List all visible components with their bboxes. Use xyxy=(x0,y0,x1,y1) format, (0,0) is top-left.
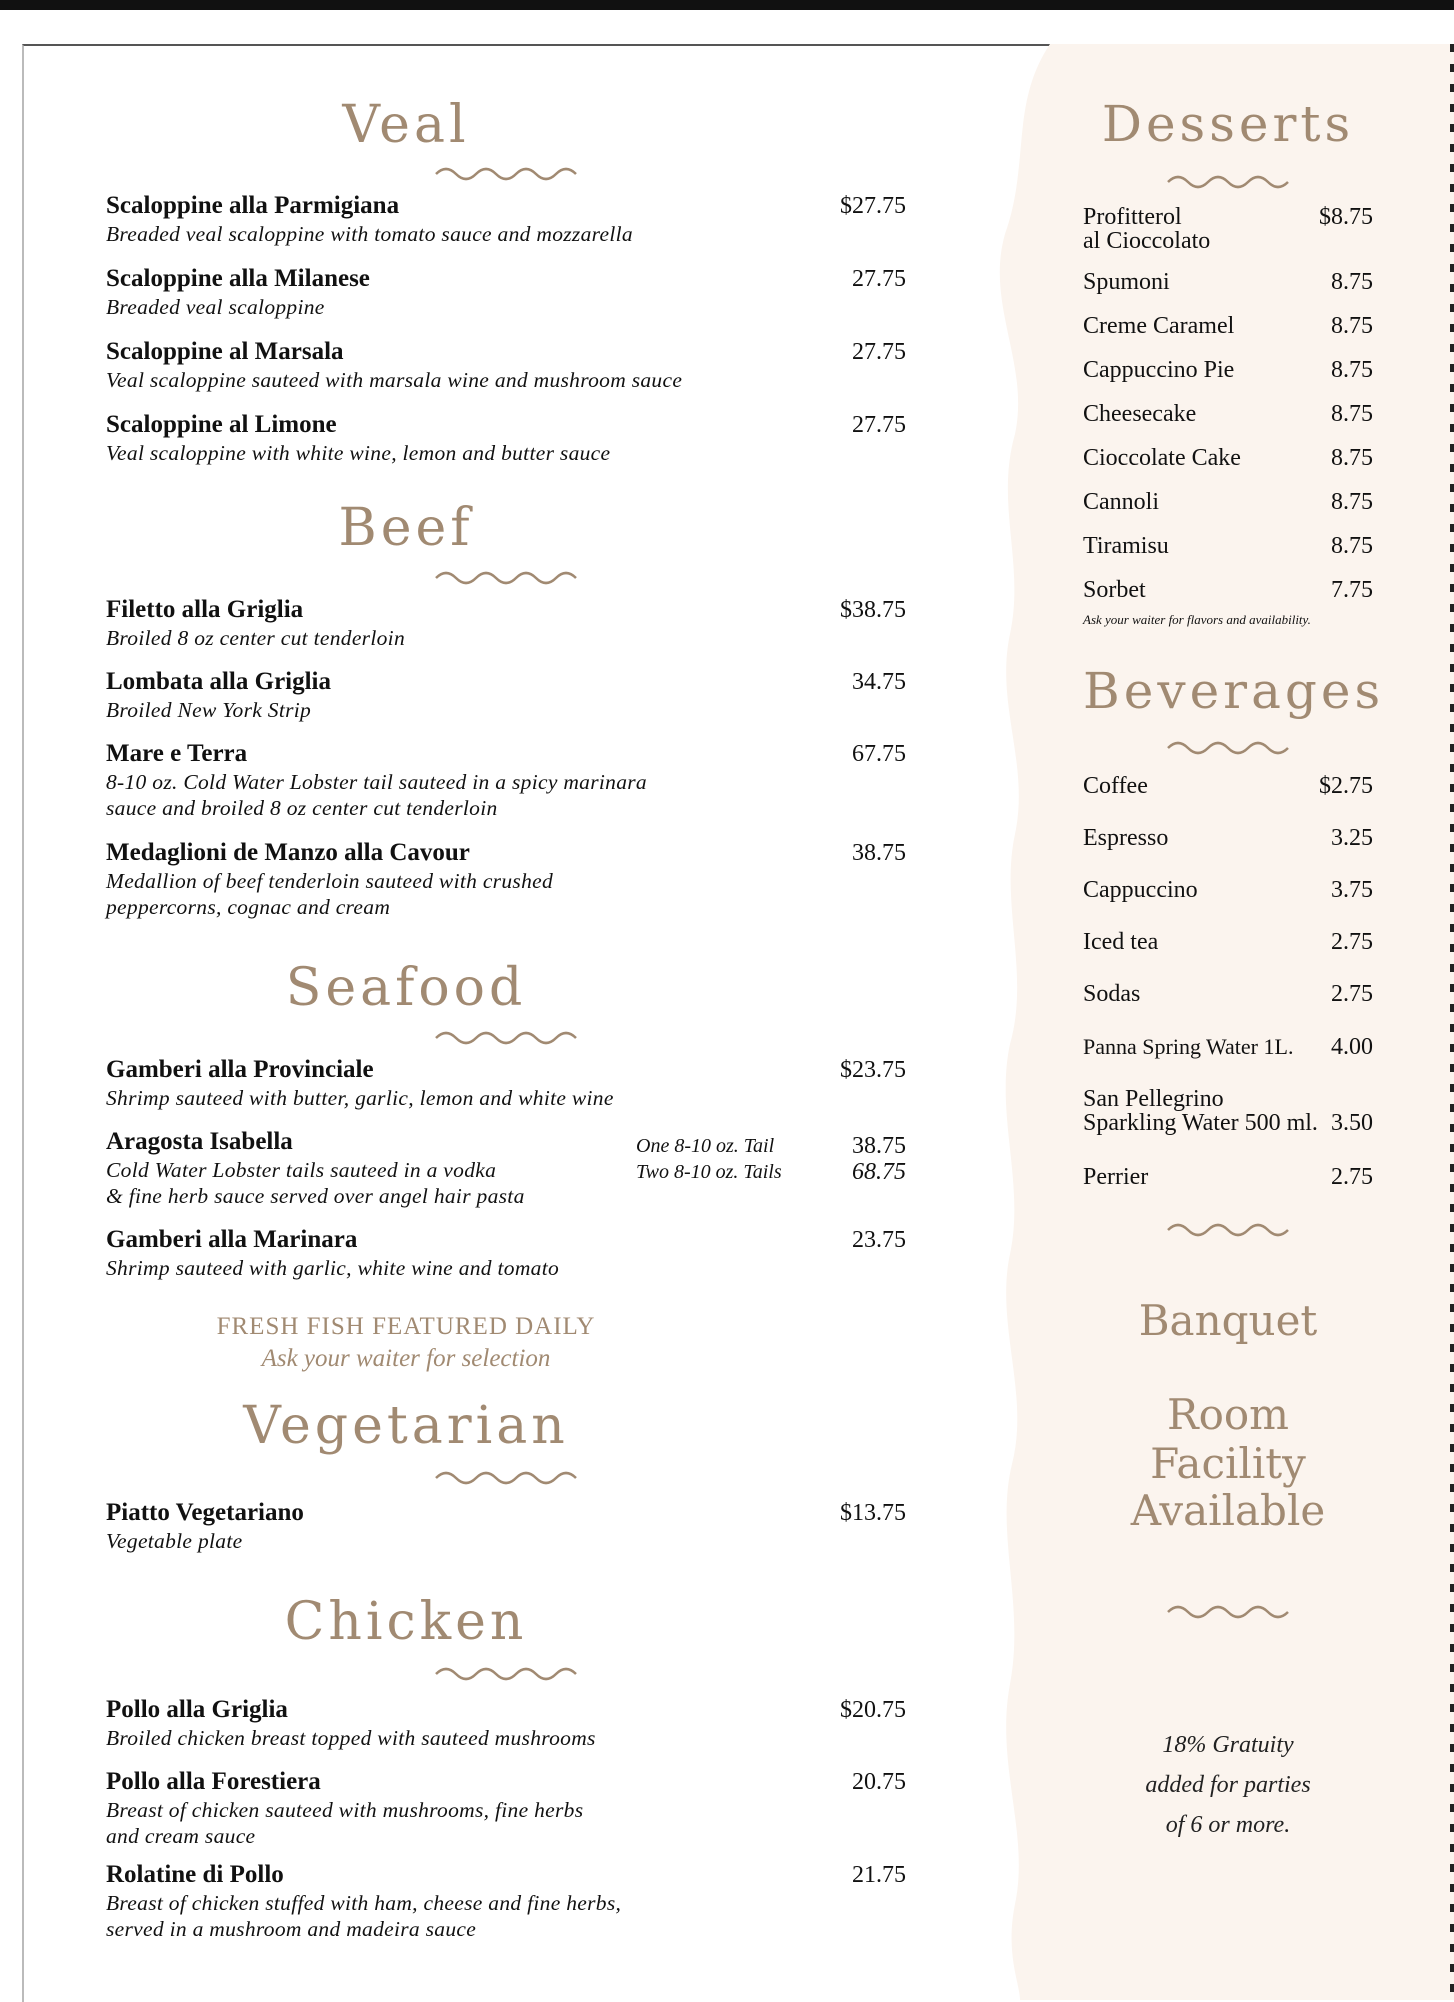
beverage-price: 3.25 xyxy=(1331,825,1373,851)
dessert-price: $8.75 xyxy=(1319,204,1373,230)
menu-item xyxy=(106,1695,906,1751)
item-name: Piatto Vegetariano xyxy=(106,1499,304,1526)
item-description-line2: sauce and broiled 8 oz center cut tenderloin xyxy=(106,796,498,820)
option-label: One 8-10 oz. Tail xyxy=(636,1135,775,1157)
desserts-divider xyxy=(1083,170,1373,192)
menu-item xyxy=(106,838,906,920)
chicken-divider xyxy=(106,1662,706,1684)
dessert-name: Cappuccino Pie xyxy=(1083,357,1235,383)
dessert-price: 8.75 xyxy=(1331,533,1373,559)
dessert-item xyxy=(1083,578,1373,602)
menu-item xyxy=(106,739,906,821)
beverage-price: 2.75 xyxy=(1331,981,1373,1007)
option-price: 38.75 xyxy=(852,1133,906,1159)
beverages-title: Beverages xyxy=(1083,662,1385,720)
item-description: Shrimp sauteed with butter, garlic, lemon and white wine xyxy=(106,1086,614,1110)
option-label: Two 8-10 oz. Tails xyxy=(636,1161,782,1183)
fresh-fish-line1: FRESH FISH FEATURED DAILY xyxy=(216,1313,596,1340)
beverage-price: 3.50 xyxy=(1331,1110,1373,1136)
item-description: Broiled chicken breast topped with sauteed mushrooms xyxy=(106,1726,596,1750)
dessert-price: 8.75 xyxy=(1331,489,1373,515)
item-description: Cold Water Lobster tails sauteed in a vodka xyxy=(106,1158,497,1182)
dessert-name: Cannoli xyxy=(1083,489,1159,515)
dessert-item xyxy=(1083,534,1373,558)
item-description-line2: and cream sauce xyxy=(106,1824,256,1848)
gratuity-note xyxy=(1083,1725,1373,1845)
item-description: Breaded veal scaloppine with tomato sauce and mozzarella xyxy=(106,222,633,246)
item-name: Scaloppine al Limone xyxy=(106,411,337,438)
dessert-price: 7.75 xyxy=(1331,577,1373,603)
item-price: 34.75 xyxy=(852,669,906,695)
item-description: Veal scaloppine sauteed with marsala wine and mushroom sauce xyxy=(106,368,683,392)
scan-right-edge xyxy=(1450,44,1454,2000)
menu-item xyxy=(106,667,906,723)
item-price: $13.75 xyxy=(840,1500,906,1526)
dessert-name: Spumoni xyxy=(1083,269,1170,295)
dessert-item xyxy=(1083,490,1373,514)
item-description: Medallion of beef tenderloin sauteed with crushed xyxy=(106,869,554,893)
item-price: 27.75 xyxy=(852,266,906,292)
item-description: Breast of chicken sauteed with mushrooms, fine herbs xyxy=(106,1798,584,1822)
beverage-name-line2: Sparkling Water 500 ml. xyxy=(1083,1110,1318,1136)
item-name: Mare e Terra xyxy=(106,740,248,767)
item-name: Gamberi alla Marinara xyxy=(106,1226,358,1253)
banquet-line2: Room Facility xyxy=(1150,1390,1306,1488)
item-description-line2: served in a mushroom and madeira sauce xyxy=(106,1917,477,1941)
seafood-divider xyxy=(106,1026,706,1048)
beverage-item xyxy=(1083,1035,1373,1059)
dessert-price: 8.75 xyxy=(1331,269,1373,295)
dessert-price: 8.75 xyxy=(1331,445,1373,471)
gratuity-line1: 18% Gratuity xyxy=(1162,1732,1294,1758)
item-name: Medaglioni de Manzo alla Cavour xyxy=(106,839,470,866)
beverages-end-divider xyxy=(1083,1218,1373,1240)
item-description: Broiled New York Strip xyxy=(106,698,312,722)
beverage-name: Perrier xyxy=(1083,1164,1149,1190)
sidebar-column xyxy=(1083,0,1385,2000)
beverage-item xyxy=(1083,1087,1373,1135)
main-menu-column xyxy=(106,0,906,2000)
beverage-name: Espresso xyxy=(1083,825,1169,851)
menu-item xyxy=(106,1225,906,1281)
menu-item xyxy=(106,1498,906,1554)
beverage-name: Iced tea xyxy=(1083,929,1159,955)
seafood-title: Seafood xyxy=(285,958,527,1018)
dessert-name: Profitterol xyxy=(1083,204,1182,230)
item-price: 27.75 xyxy=(852,339,906,365)
dessert-price: 8.75 xyxy=(1331,401,1373,427)
dessert-item xyxy=(1083,205,1373,253)
item-price: $27.75 xyxy=(840,193,906,219)
beverage-name: Panna Spring Water 1L. xyxy=(1083,1034,1294,1059)
item-name: Lombata alla Griglia xyxy=(106,668,331,695)
item-description: Breaded veal scaloppine xyxy=(106,295,325,319)
beef-title: Beef xyxy=(338,498,474,558)
item-price: 23.75 xyxy=(852,1227,906,1253)
beverage-price: 3.75 xyxy=(1331,877,1373,903)
item-name: Aragosta Isabella xyxy=(106,1128,293,1155)
beverage-name: Sodas xyxy=(1083,981,1141,1007)
item-price: 67.75 xyxy=(852,741,906,767)
item-name: Scaloppine al Marsala xyxy=(106,338,344,365)
item-description: Breast of chicken stuffed with ham, cheese and fine herbs, xyxy=(106,1891,622,1915)
item-price: 20.75 xyxy=(852,1769,906,1795)
item-price: $38.75 xyxy=(840,597,906,623)
dessert-name-line2: al Cioccolato xyxy=(1083,228,1211,254)
dessert-item xyxy=(1083,314,1373,338)
beverage-price: 4.00 xyxy=(1331,1034,1373,1060)
veal-title: Veal xyxy=(342,95,470,155)
item-description-line2: peppercorns, cognac and cream xyxy=(106,895,391,919)
item-price: 38.75 xyxy=(852,840,906,866)
dessert-item xyxy=(1083,402,1373,426)
beverage-name: San Pellegrino xyxy=(1083,1086,1224,1112)
item-price: 27.75 xyxy=(852,412,906,438)
menu-item xyxy=(106,1860,906,1942)
menu-item xyxy=(106,1767,906,1849)
banquet-line1: Banquet xyxy=(1138,1296,1318,1345)
fresh-fish-line2: Ask your waiter for selection xyxy=(261,1345,551,1372)
vegetarian-title: Vegetarian xyxy=(243,1396,569,1456)
item-name: Filetto alla Griglia xyxy=(106,596,304,623)
menu-item xyxy=(106,264,906,320)
option-price: 68.75 xyxy=(852,1159,906,1185)
dessert-item xyxy=(1083,358,1373,382)
dessert-name: Cheesecake xyxy=(1083,401,1197,427)
beverage-item xyxy=(1083,826,1373,850)
banquet-divider xyxy=(1083,1600,1373,1622)
dessert-item xyxy=(1083,446,1373,470)
dessert-note: Ask your waiter for flavors and availability. xyxy=(1083,612,1311,627)
beverage-item xyxy=(1083,1165,1373,1189)
item-name: Scaloppine alla Parmigiana xyxy=(106,192,400,219)
item-description: 8-10 oz. Cold Water Lobster tail sauteed in a spicy marinara xyxy=(106,770,647,794)
item-description: Veal scaloppine with white wine, lemon and butter sauce xyxy=(106,441,611,465)
menu-item xyxy=(106,191,906,247)
item-name: Scaloppine alla Milanese xyxy=(106,265,370,292)
banquet-line3: Available xyxy=(1130,1486,1326,1535)
beef-divider xyxy=(106,566,706,588)
beverage-item xyxy=(1083,878,1373,902)
item-description-line2: & fine herb sauce served over angel hair pasta xyxy=(106,1184,525,1208)
beverage-item xyxy=(1083,982,1373,1006)
menu-item xyxy=(106,1055,906,1111)
item-price: 21.75 xyxy=(852,1862,906,1888)
gratuity-line2: added for parties xyxy=(1145,1772,1311,1798)
desserts-title: Desserts xyxy=(1101,95,1355,153)
dessert-price: 8.75 xyxy=(1331,357,1373,383)
dessert-price: 8.75 xyxy=(1331,313,1373,339)
gratuity-line3: of 6 or more. xyxy=(1165,1812,1291,1838)
dessert-name: Creme Caramel xyxy=(1083,313,1235,339)
beverage-price: 2.75 xyxy=(1331,1164,1373,1190)
dessert-name: Cioccolate Cake xyxy=(1083,445,1241,471)
beverage-name: Cappuccino xyxy=(1083,877,1198,903)
beverages-divider xyxy=(1083,736,1373,758)
dessert-item xyxy=(1083,270,1373,294)
beverage-item xyxy=(1083,774,1373,798)
item-price: $23.75 xyxy=(840,1057,906,1083)
item-name: Pollo alla Forestiera xyxy=(106,1768,321,1795)
item-name: Gamberi alla Provinciale xyxy=(106,1056,374,1083)
beverage-name: Coffee xyxy=(1083,773,1148,799)
chicken-title: Chicken xyxy=(284,1592,528,1652)
veal-divider xyxy=(106,162,706,184)
item-description: Vegetable plate xyxy=(106,1529,243,1553)
item-description: Shrimp sauteed with garlic, white wine and tomato xyxy=(106,1256,560,1280)
menu-item xyxy=(106,595,906,651)
dessert-name: Sorbet xyxy=(1083,577,1146,603)
menu-item xyxy=(106,337,906,393)
dessert-name: Tiramisu xyxy=(1083,533,1169,559)
vegetarian-divider xyxy=(106,1466,706,1488)
item-description: Broiled 8 oz center cut tenderloin xyxy=(106,626,405,650)
menu-item xyxy=(106,410,906,466)
fresh-fish-note xyxy=(106,1313,706,1373)
beverage-price: $2.75 xyxy=(1319,773,1373,799)
item-name: Pollo alla Griglia xyxy=(106,1696,288,1723)
beverage-price: 2.75 xyxy=(1331,929,1373,955)
beverage-item xyxy=(1083,930,1373,954)
item-price: $20.75 xyxy=(840,1697,906,1723)
item-name: Rolatine di Pollo xyxy=(106,1861,284,1888)
menu-item xyxy=(106,1127,906,1209)
